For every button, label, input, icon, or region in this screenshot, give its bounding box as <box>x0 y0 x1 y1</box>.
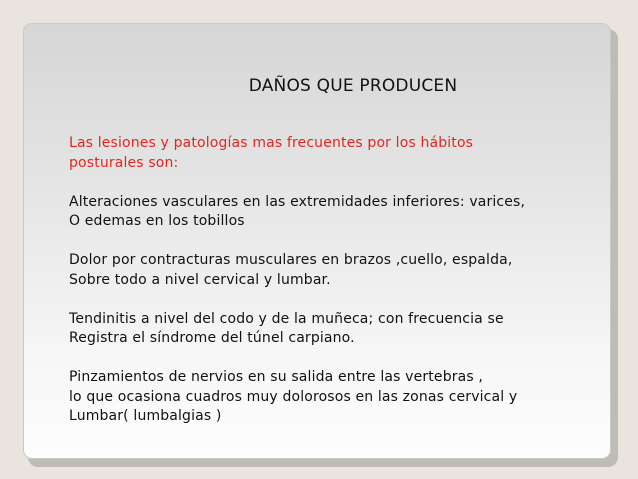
paragraph-line: Sobre todo a nivel cervical y lumbar. <box>69 271 331 288</box>
paragraph-line: lo que ocasiona cuadros muy dolorosos en las zonas cervical y <box>69 388 518 405</box>
slide-body <box>69 134 599 446</box>
paragraph-pinzamientos <box>69 368 599 427</box>
paragraph-vascular <box>69 193 599 232</box>
slide-title-text: DAÑOS QUE PRODUCEN <box>248 76 458 96</box>
paragraph-line: Lumbar( lumbalgias ) <box>69 408 222 424</box>
paragraph-line: Dolor por contracturas musculares en brazos ,cuello, espalda, <box>69 252 513 268</box>
intro-line: Las lesiones y patologías mas frecuentes por los hábitos <box>69 135 474 151</box>
paragraph-line: Alteraciones vasculares en las extremidades inferiores: varices, <box>69 193 526 210</box>
slide-title <box>0 76 638 96</box>
paragraph-contracturas <box>69 251 599 290</box>
paragraph-line: Pinzamientos de nervios en su salida entre las vertebras , <box>69 369 484 385</box>
paragraph-line: Tendinitis a nivel del codo y de la muñeca; con frecuencia se <box>69 310 504 327</box>
intro-line: posturales son: <box>69 154 179 171</box>
paragraph-line: Registra el síndrome del túnel carpiano. <box>69 330 355 346</box>
paragraph-tendinitis <box>69 310 599 349</box>
intro-paragraph <box>69 134 599 173</box>
paragraph-line: O edemas en los tobillos <box>69 213 245 229</box>
